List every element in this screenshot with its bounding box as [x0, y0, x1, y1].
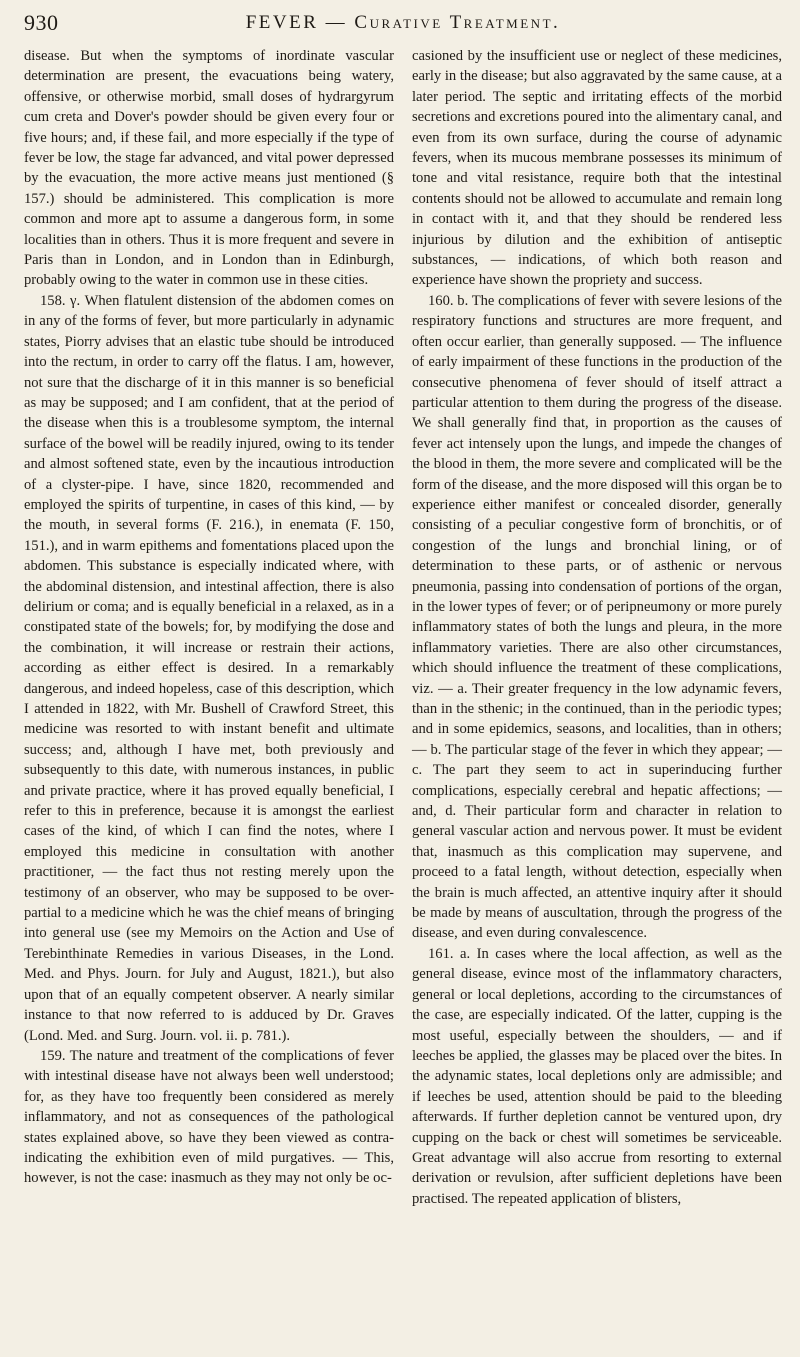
text-columns [24, 46, 782, 1209]
paragraph: 161. a. In cases where the local affection, as well as the general disease, evince most of the inflammatory characters, general or local depletions, according to the circumstances of the case, are especially indicated. Of the latter, cupping is the most useful, especially between the shoulders, — and if leeches be applied, the glasses may be placed over the bites. In the adynamic states, local depletions only are admissible; and if leeches be used, attention should be paid to the bleeding afterwards. If further depletion cannot be ventured upon, dry cupping on the back or chest will sometimes be serviceable. Great advantage will also accrue from resorting to external derivation or revulsion, after sufficient depletions have been practised. The repeated application of blisters, [412, 945, 782, 1207]
left-column [24, 46, 394, 1209]
paragraph: 160. b. The complications of fever with severe lesions of the respiratory functions and structures are more frequent, and often occur earlier, than generally supposed. — The influence of early impairment of these functions in the production of the consecutive phenomena of fever should of itself attract a particular attention to them during the progress of the disease. We shall generally find that, in proportion as the causes of fever act intensely upon the lungs, and impede the changes of the blood in them, the more severe and complicated will be the form of the disease, and the more disposed will this organ be to experience either manifest or concealed disorder, generally consisting of a peculiar congestive form of bronchitis, or of congestion of the lungs and bronchial lining, or of determination to these parts, or of asthenic or nervous pneumonia, passing into condensation of portions of the organ, in the lower types of fever; or of peripneumony or more purely inflammatory states of both the lungs and pleura, in the more inflammatory varieties. There are also other circumstances, which should influence the treatment of these complications, viz. — a. Their greater frequency in the low adynamic fevers, than in the sthenic; in the continued, than in the periodic types; and in some epidemics, seasons, and localities, than in others; — b. The particular stage of the fever in which they appear; — c. The part they seem to act in superinducing further complications, especially cerebral and hepatic affections; — and, d. Their particular form and character in relation to general vascular action and nervous power. It must be evident that, inasmuch as this complication may supervene, and proceed to a fatal length, without detection, especially when the brain is much affected, an attentive inquiry after it should be made by means of auscultation, through the progress of the disease, and even during convalescence. [412, 292, 782, 942]
paragraph: casioned by the insufficient use or neglect of these medicines, early in the disease; but also aggravated by the same cause, at a later period. The septic and irritating effects of the morbid secretions and excretions poured into the alimentary canal, and even from its own surface, during the course of adynamic fevers, when its mucous membrane possesses its minimum of tone and vital resistance, require both that the intestinal contents should not be allowed to accumulate and remain long in contact with it, and that they should be rendered less injurious by dilution and the exhibition of antiseptic substances, — indications, of which both reason and experience have shown the propriety and success. [412, 48, 782, 289]
paragraph: 159. The nature and treatment of the complications of fever with intestinal disease have not always been well understood; for, as they have too frequently been considered as merely inflammatory, and not as consequences of the pathological states explained above, so have they been viewed as contra-indicating the exhibition even of mild purgatives. — This, however, is not the case: inasmuch as they may not only be oc- [24, 1047, 394, 1187]
right-column [412, 46, 782, 1209]
paragraph: disease. But when the symptoms of inordinate vascular determination are present, the evacuations being watery, offensive, or otherwise morbid, small doses of hydrargyrum cum creta and Dover's powder should be given every four or five hours; and, if these fail, and more especially if the type of fever be low, the stage far advanced, and vital power depressed by the evacuation, the more active means just mentioned (§ 157.) should be administered. This complication is more common and more apt to assume a dangerous form, in some localities than in others. Thus it is more frequent and severe in Paris than in London, and in London than in Edinburgh, probably owing to the water in common use in these cities. [24, 48, 394, 289]
column-gutter [403, 46, 404, 1209]
running-title: FEVER — Curative Treatment. [245, 12, 561, 33]
paragraph: 158. γ. When flatulent distension of the abdomen comes on in any of the forms of fever, but more particularly in adynamic states, Piorry advises that an elastic tube should be introduced into the rectum, in order to carry off the flatus. I am, however, not sure that the discharge of it in this manner is so beneficial as may be supposed; and I am confident, that at the period of the disease when this is a troublesome symptom, the internal surface of the bowel will be readily injured, owing to its tender and almost softened state, even by the incautious introduction of a clyster-pipe. I have, since 1820, recommended and employed the spirits of turpentine, in cases of this kind, — by the mouth, in several forms (F. 216.), in enemata (F. 150, 151.), and in warm epithems and fomentations placed upon the abdomen. This substance is especially indicated where, with the abdominal distension, and intestinal affection, there is also delirium or coma; and is equally beneficial in a relaxed, as in a constipated state of the bowels; for, by modifying the dose and the combination, it will increase or restrain their actions, according as either effect is desired. In a remarkably dangerous, and indeed hopeless, case of this description, which I attended in 1822, with Mr. Bushell of Crawford Street, this medicine was resorted to with instant benefit and ultimate success; and, although I have met, both previously and subsequently to this date, with numerous instances, in public and private practice, where it has proved equally beneficial, I refer to this in preference, because it is amongst the earliest cases of the kind, of which I can find the notes, where I employed this medicine in consultation with another practitioner, — the fact thus not resting merely upon the testimony of an observer, who may be supposed to be over-partial to a medicine which he was the chief means of bringing into general use (see my Memoirs on the Action and Use of Terebinthinate Remedies in various Diseases, in the Lond. Med. and Phys. Journ. for July and August, 1821.), but also upon that of an equally competent observer. A nearly similar instance to that now referred to is adduced by Dr. Graves (Lond. Med. and Surg. Journ. vol. ii. p. 781.). [24, 292, 394, 1044]
page-header [24, 10, 782, 42]
page-number: 930 [24, 10, 59, 35]
